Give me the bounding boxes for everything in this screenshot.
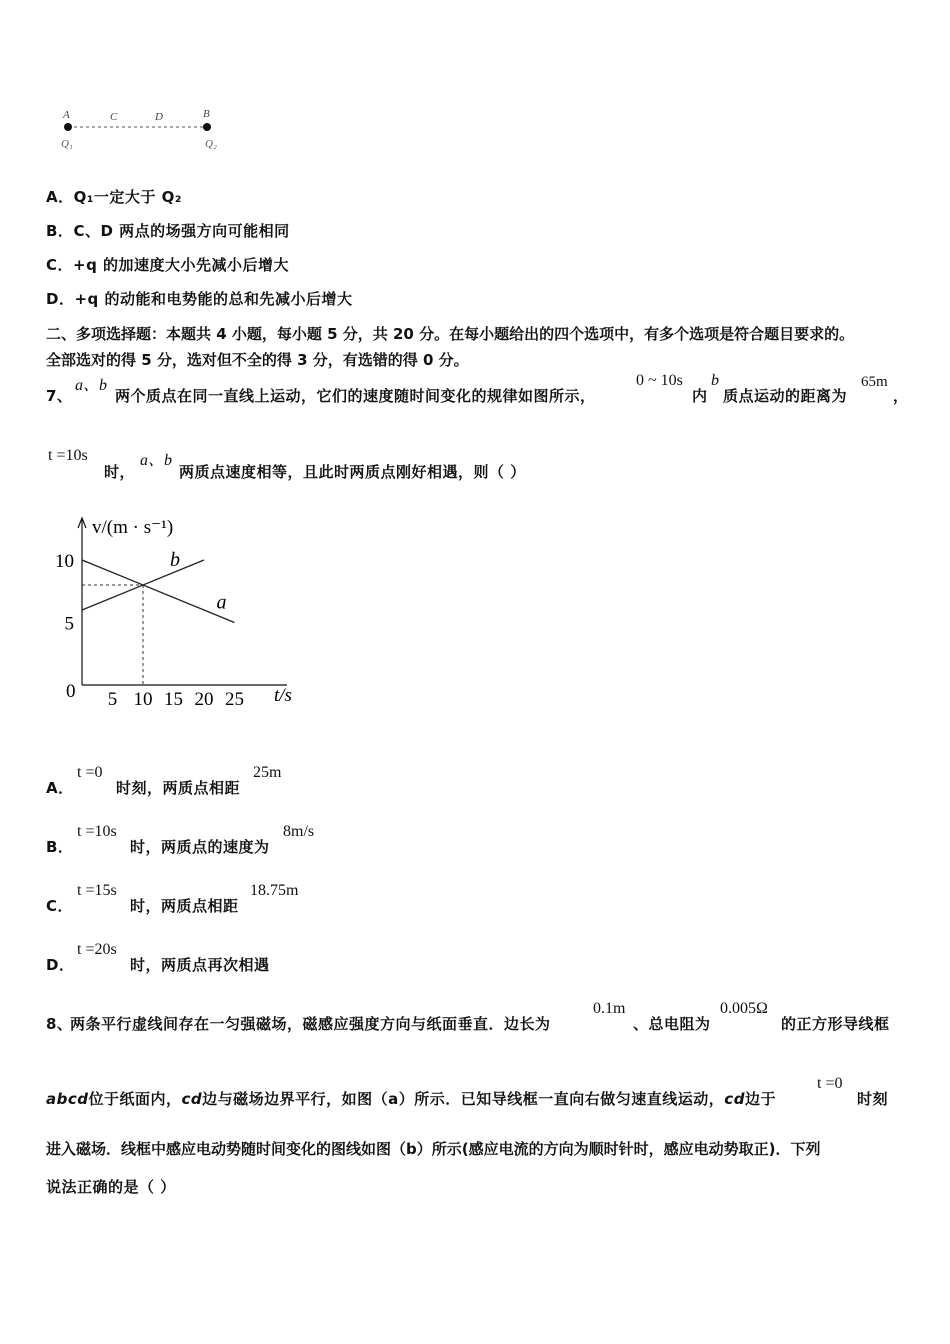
section2-line1: 二、多项选择题：本题共 4 小题，每小题 5 分，共 20 分。在每小题给出的四个选项中，有多个选项是符合题目要求的。 (46, 325, 855, 343)
y-tick-label: 5 (64, 613, 74, 635)
section2-line2: 全部选对的得 5 分，选对但不全的得 3 分，有选错的得 0 分。 (46, 351, 469, 369)
q8-cd: cd (181, 1090, 203, 1108)
q7-option-d-text: 时，两质点再次相遇 (130, 956, 270, 974)
q7-number: 7、 (46, 387, 73, 405)
q7-b: b (711, 372, 719, 389)
q7-option-b-math: t =10s (77, 823, 117, 840)
q7-option-c-math: t =15s (77, 882, 117, 899)
q7-text3: 质点运动的距离为 (723, 387, 848, 405)
q8-number: 8、 (46, 1015, 73, 1033)
q8-cd2: cd (724, 1090, 745, 1108)
q8-resistance: 0.005Ω (720, 1000, 768, 1017)
point-c-label: C (110, 111, 118, 123)
q7-t10: t =10s (48, 447, 88, 464)
y-tick-label: 10 (55, 551, 74, 572)
q7-option-c-value: 18.75m (250, 882, 299, 899)
q6-option-a: A．Q₁一定大于 Q₂ (46, 188, 182, 206)
q7-option-d-math: t =20s (77, 941, 117, 958)
q7-option-b-letter: B． (46, 838, 74, 856)
origin-label: 0 (66, 681, 76, 702)
x-tick-label: 20 (194, 689, 214, 710)
q8-text1: 两条平行虚线间存在一匀强磁场，磁感应强度方向与纸面垂直．边长为 (70, 1015, 551, 1033)
q7-text4: 时， (104, 463, 136, 481)
x-tick-label: 5 (107, 689, 118, 710)
q2-label: Q₂ (205, 138, 217, 150)
q8-line3: 进入磁场．线框中感应电动势随时间变化的图线如图（b）所示(感应电流的方向为顺时针时，感应电动势取正)．下列 (46, 1140, 821, 1158)
point-a-label: A (63, 109, 70, 121)
y-axis-label: v/(m · s⁻¹) (92, 517, 174, 538)
q7-option-b-value: 8m/s (283, 823, 315, 840)
charge-figure (55, 100, 245, 160)
q7-option-c-text: 时，两质点相距 (130, 897, 239, 915)
q8-abcd: abcd (46, 1090, 89, 1108)
q7-ab2: a、b (140, 452, 173, 469)
q8-side: 0.1m (593, 1000, 626, 1017)
point-d-label: D (155, 111, 163, 123)
q7-option-c-letter: C． (46, 897, 74, 915)
q8-text7: 时刻 (857, 1090, 889, 1108)
q7-option-d-letter: D． (46, 956, 75, 974)
point-b-label: B (203, 108, 210, 120)
q8-line2: abcd位于纸面内，cd边与磁场边界平行，如图（a）所示．已知导线框一直向右做匀速直线运动，cd边于 (46, 1090, 776, 1108)
q7-option-b-text: 时，两质点的速度为 (130, 838, 270, 856)
x-axis-label: t/s (274, 685, 292, 706)
velocity-time-chart (40, 505, 320, 720)
q6-option-c: C．+q 的加速度大小先减小后增大 (46, 256, 290, 274)
x-tick-label: 15 (164, 689, 183, 710)
charge-q2-dot (203, 123, 211, 131)
q7-comma: ， (893, 387, 909, 405)
series-label-a: a (216, 591, 227, 614)
q6-option-b: B．C、D 两点的场强方向可能相同 (46, 222, 290, 240)
q7-interval: 0 ~ 10s (636, 372, 683, 389)
q6-option-d: D．+q 的动能和电势能的总和先减小后增大 (46, 290, 353, 308)
q8-text2: 、总电阻为 (633, 1015, 711, 1033)
q8-line4: 说法正确的是（ ） (46, 1178, 176, 1196)
q7-ab: a、b (75, 377, 108, 394)
q7-option-a-math: t =0 (77, 764, 103, 781)
q7-option-a-letter: A． (46, 779, 74, 797)
q7-text2: 内 (692, 387, 708, 405)
q8-text3: 的正方形导线框 (781, 1015, 890, 1033)
charge-q1-dot (64, 123, 72, 131)
q1-label: Q₁ (61, 138, 73, 150)
q7-text1: 两个质点在同一直线上运动，它们的速度随时间变化的规律如图所示， (115, 387, 596, 405)
q7-text5: 两质点速度相等，且此时两质点刚好相遇，则（ ） (179, 463, 526, 481)
q8-t0: t =0 (817, 1075, 843, 1092)
q7-option-a-value: 25m (253, 764, 282, 781)
x-tick-label: 25 (225, 689, 244, 710)
x-tick-label: 10 (133, 689, 153, 710)
series-label-b: b (170, 549, 180, 571)
q7-option-a-text: 时刻，两质点相距 (116, 779, 241, 797)
q7-distance: 65m (861, 374, 888, 390)
series-line-a (82, 560, 235, 623)
